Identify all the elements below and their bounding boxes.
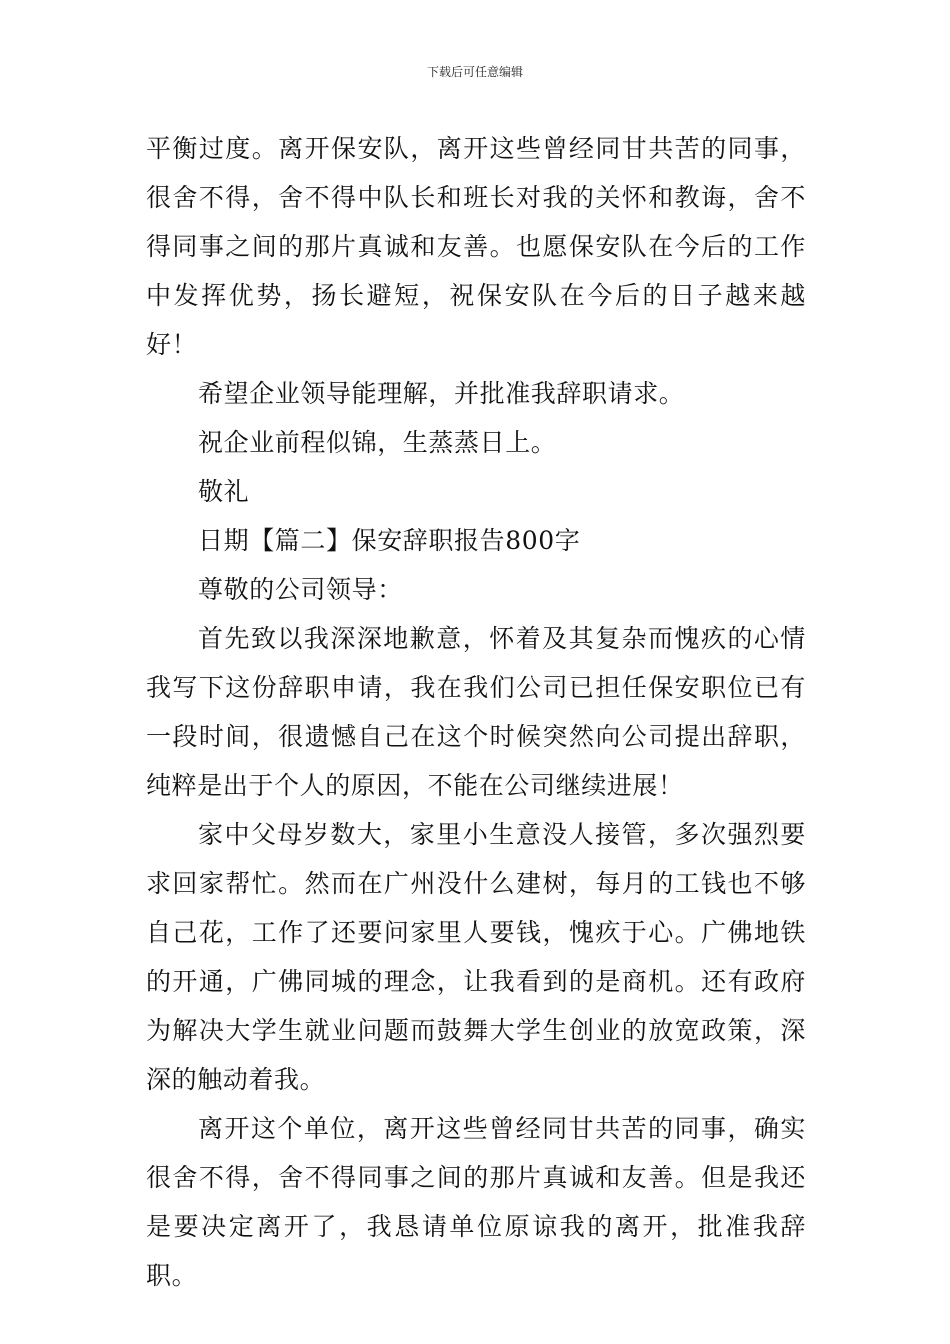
page-header: 下载后可任意编辑 [426,65,523,79]
paragraph-request: 希望企业领导能理解，并批准我辞职请求。 [198,379,685,408]
paragraph-continuation: 平衡过度。离开保安队，离开这些曾经同甘共苦的同事，很舍不得，舍不得中队长和班长对我的关怀和教诲，舍不得同事之间的那片真诚和友善。也愿保安队在今后的工作中发挥优势，扬长避短，祝保安队在今后的日子越来越好！ [146,134,806,359]
paragraph-salutation: 敬礼 [198,477,250,506]
document-body [146,124,806,1300]
paragraph-date-section-title: 日期【篇二】保安辞职报告800字 [198,526,581,555]
paragraph-apology: 首先致以我深深地歉意，怀着及其复杂而愧疚的心情我写下这份辞职申请，我在我们公司已担任保安职位已有一段时间，很遗憾自己在这个时候突然向公司提出辞职，纯粹是出于个人的原因，不能在公司继续进展！ [146,624,806,800]
paragraph-farewell: 离开这个单位，离开这些曾经同甘共苦的同事，确实很舍不得，舍不得同事之间的那片真诚和友善。但是我还是要决定离开了，我恳请单位原谅我的离开，批准我辞职。 [146,1114,806,1290]
paragraph-greeting: 尊敬的公司领导： [198,575,403,604]
paragraph-family-reason: 家中父母岁数大，家里小生意没人接管，多次强烈要求回家帮忙。然而在广州没什么建树，每月的工钱也不够自己花，工作了还要问家里人要钱，愧疚于心。广佛地铁的开通，广佛同城的理念，让我看到的是商机。还有政府为解决大学生就业问题而鼓舞大学生创业的放宽政策，深深的触动着我。 [146,820,806,1094]
paragraph-wishes: 祝企业前程似锦，生蒸蒸日上。 [198,428,557,457]
